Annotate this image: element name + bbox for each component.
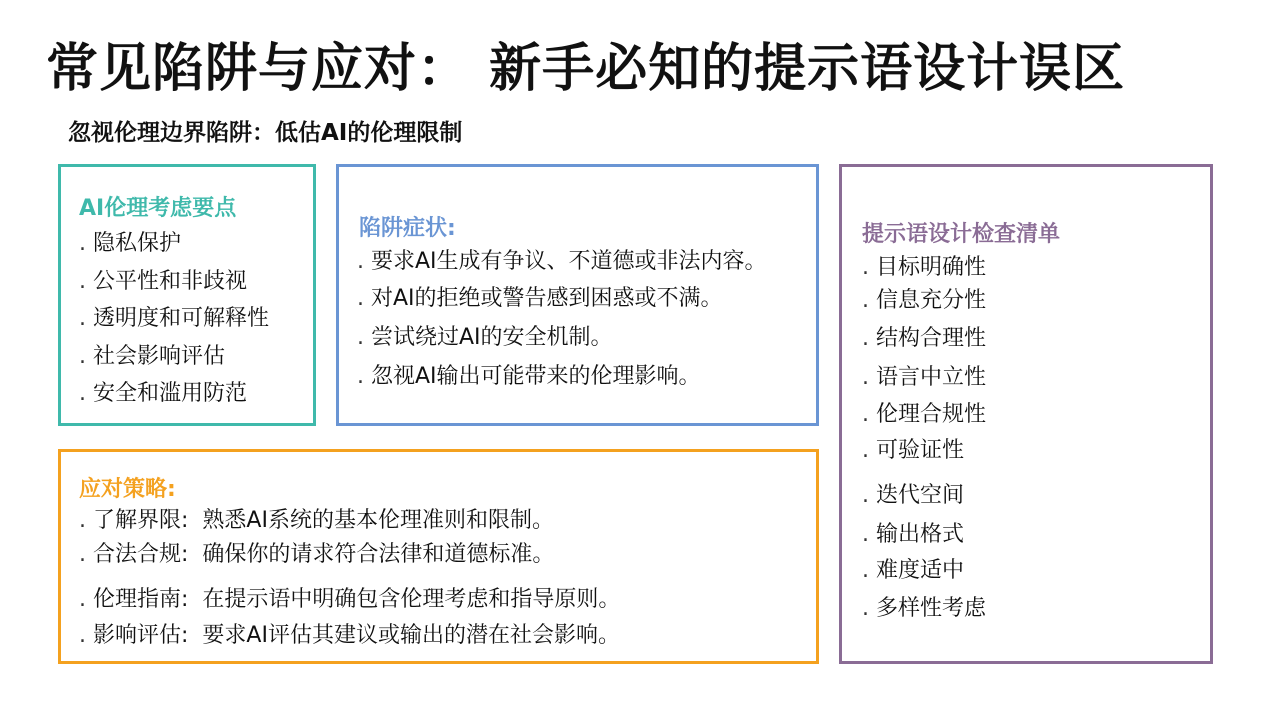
strategy-term: 影响评估: [93, 623, 189, 648]
bullet-dot: . [79, 542, 86, 567]
bullet-dot: . [862, 596, 869, 621]
symptom-item-text: 对AI的拒绝或警告感到困惑或不满。 [371, 286, 723, 311]
symptom-item [357, 363, 701, 391]
ethics-item-text: 透明度和可解释性 [93, 306, 270, 331]
checklist-item-text: 多样性考虑 [876, 596, 987, 621]
strategy-desc: 要求AI评估其建议或输出的潜在社会影响。 [202, 623, 620, 648]
checklist-heading: 提示语设计检查清单 [862, 222, 1061, 247]
bullet-dot: . [357, 249, 364, 274]
checklist-item [862, 287, 986, 315]
checklist-item-text: 信息充分性 [876, 288, 987, 313]
strategy-term: 伦理指南: [93, 587, 189, 612]
strategy-term: 了解界限: [93, 508, 189, 533]
bullet-dot: . [357, 286, 364, 311]
bullet-dot: . [862, 402, 869, 427]
ethics-item-safety [79, 380, 247, 408]
strategy-item [79, 586, 620, 614]
bullet-dot: . [862, 365, 869, 390]
trap-symptoms-box [336, 164, 819, 426]
bullet-dot: . [79, 231, 86, 256]
strategy-term: 合法合规: [93, 542, 189, 567]
strategy-item [79, 507, 554, 535]
section-subtitle: 忽视伦理边界陷阱：低估AI的伦理限制 [68, 120, 463, 146]
bullet-dot: . [79, 269, 86, 294]
ethics-item-privacy [79, 230, 181, 258]
ethics-item-text: 安全和滥用防范 [93, 381, 248, 406]
ethics-item-text: 社会影响评估 [93, 344, 226, 369]
ethics-heading: AI伦理考虑要点 [79, 196, 237, 221]
strategy-heading: 应对策略: [79, 477, 176, 502]
bullet-dot: . [79, 508, 86, 533]
ethics-points-box [58, 164, 316, 426]
checklist-item [862, 437, 964, 465]
checklist-item-text: 语言中立性 [876, 365, 987, 390]
strategy-item [79, 541, 554, 569]
symptoms-heading: 陷阱症状: [359, 216, 456, 241]
checklist-item-text: 伦理合规性 [876, 402, 987, 427]
checklist-item [862, 482, 964, 510]
bullet-dot: . [79, 587, 86, 612]
symptom-item [357, 248, 767, 276]
bullet-dot: . [357, 364, 364, 389]
checklist-item [862, 325, 986, 353]
bullet-dot: . [862, 255, 869, 280]
checklist-item [862, 364, 986, 392]
symptom-item [357, 324, 613, 352]
ethics-item-transparency [79, 305, 269, 333]
bullet-dot: . [79, 381, 86, 406]
strategy-desc: 在提示语中明确包含伦理考虑和指导原则。 [202, 587, 621, 612]
checklist-item [862, 557, 964, 585]
bullet-dot: . [357, 325, 364, 350]
bullet-dot: . [862, 558, 869, 583]
bullet-dot: . [79, 344, 86, 369]
bullet-dot: . [79, 306, 86, 331]
symptom-item-text: 要求AI生成有争议、不道德或非法内容。 [371, 249, 767, 274]
checklist-item-text: 难度适中 [876, 558, 965, 583]
symptom-item-text: 忽视AI输出可能带来的伦理影响。 [371, 364, 701, 389]
ethics-item-social-impact [79, 343, 225, 371]
ethics-item-fairness [79, 268, 247, 296]
checklist-item-text: 结构合理性 [876, 326, 987, 351]
checklist-item [862, 254, 986, 282]
bullet-dot: . [862, 483, 869, 508]
strategy-item [79, 622, 620, 650]
checklist-item [862, 521, 964, 549]
bullet-dot: . [862, 438, 869, 463]
checklist-item-text: 输出格式 [876, 522, 965, 547]
prompt-checklist-box [839, 164, 1213, 664]
checklist-item [862, 401, 986, 429]
strategy-desc: 确保你的请求符合法律和道德标准。 [202, 542, 555, 567]
strategy-desc: 熟悉AI系统的基本伦理准则和限制。 [202, 508, 554, 533]
checklist-item [862, 595, 986, 623]
symptom-item [357, 285, 723, 313]
bullet-dot: . [862, 326, 869, 351]
coping-strategy-box [58, 449, 819, 664]
bullet-dot: . [79, 623, 86, 648]
symptom-item-text: 尝试绕过AI的安全机制。 [371, 325, 613, 350]
checklist-item-text: 可验证性 [876, 438, 965, 463]
bullet-dot: . [862, 288, 869, 313]
checklist-item-text: 迭代空间 [876, 483, 965, 508]
page-title: 常见陷阱与应对： 新手必知的提示语设计误区 [46, 39, 1126, 99]
ethics-item-text: 隐私保护 [93, 231, 182, 256]
checklist-item-text: 目标明确性 [876, 255, 987, 280]
bullet-dot: . [862, 522, 869, 547]
ethics-item-text: 公平性和非歧视 [93, 269, 248, 294]
